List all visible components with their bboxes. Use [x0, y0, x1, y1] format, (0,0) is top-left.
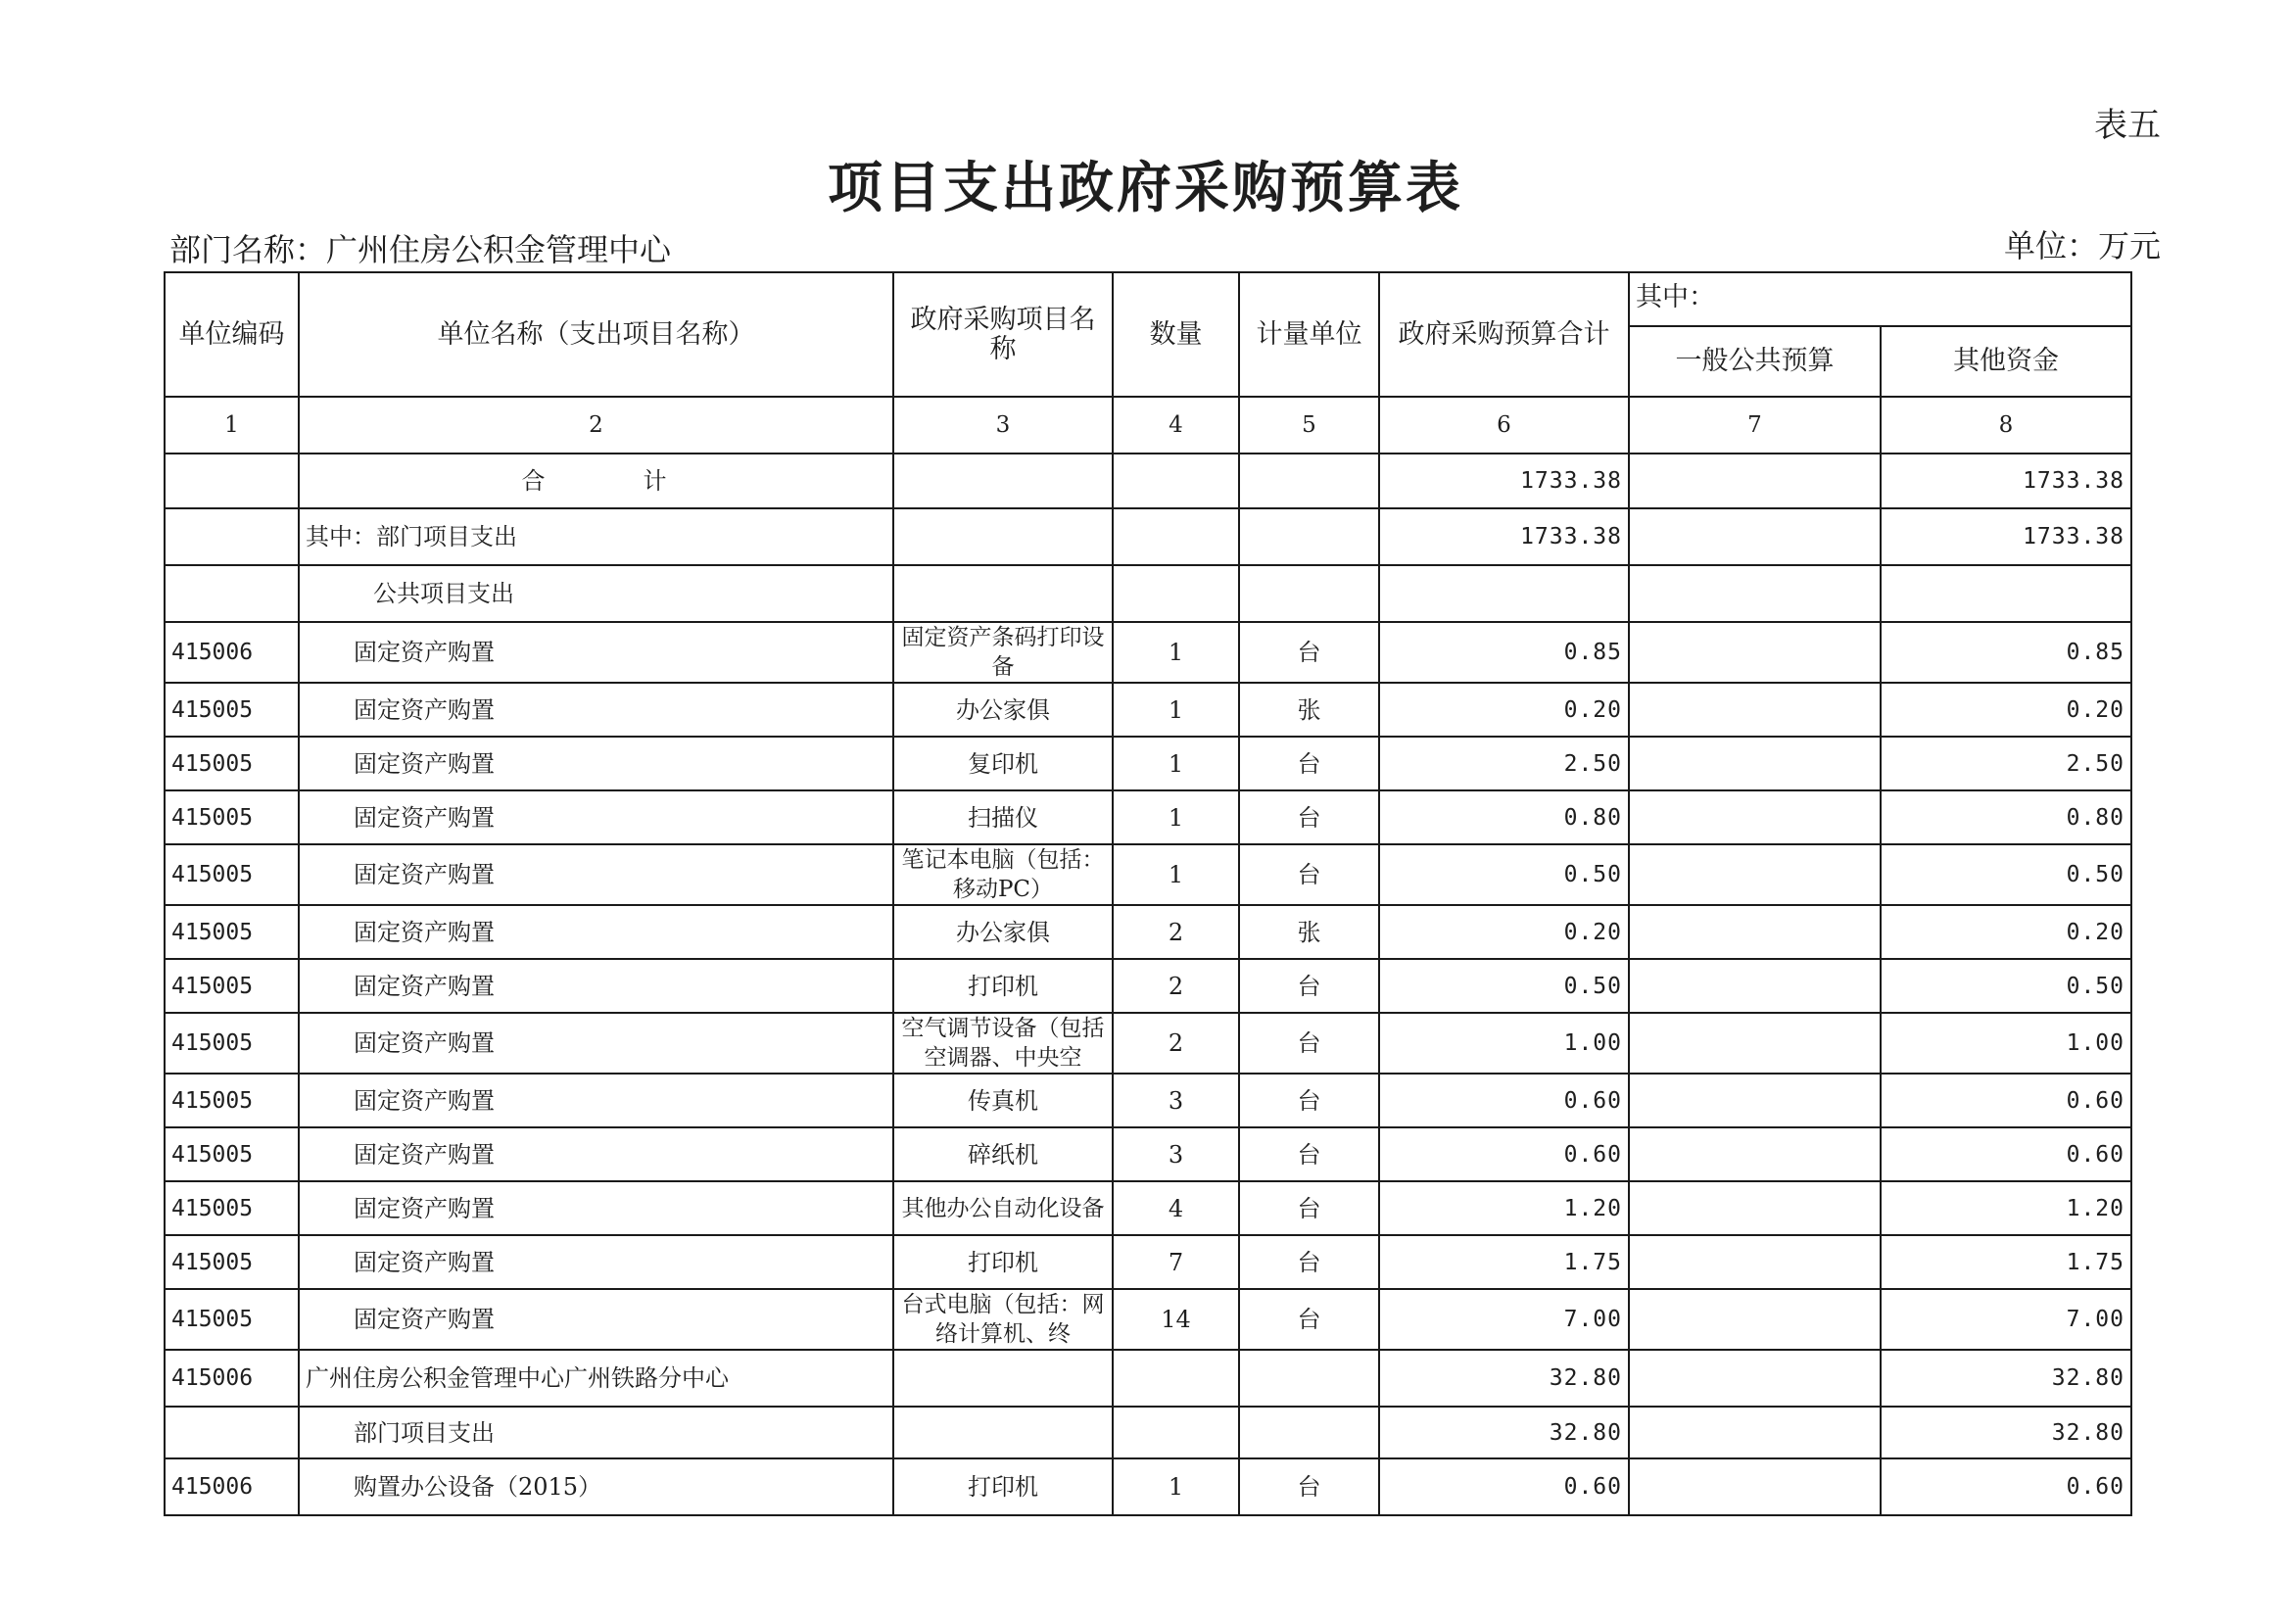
- table-row: [165, 844, 2131, 905]
- row-general: [1629, 790, 1881, 844]
- table-row: [165, 737, 2131, 790]
- row-name: 固定资产购置: [299, 1235, 893, 1289]
- row-general: [1629, 1013, 1881, 1074]
- row-item: 打印机: [893, 1235, 1113, 1289]
- header-code: 单位编码: [165, 272, 299, 397]
- row-unit: 台: [1239, 622, 1379, 683]
- row-other: 7.00: [1881, 1289, 2131, 1350]
- branch-sub-other: 32.80: [1881, 1407, 2131, 1458]
- header-name: 单位名称（支出项目名称）: [299, 272, 893, 397]
- row-name: 固定资产购置: [299, 1289, 893, 1350]
- row-other: 1.75: [1881, 1235, 2131, 1289]
- row-qty: 1: [1113, 683, 1239, 737]
- row-item: 固定资产条码打印设备: [893, 622, 1113, 683]
- row-general: [1629, 1235, 1881, 1289]
- row-unit: 台: [1239, 1074, 1379, 1127]
- procurement-budget-table: [164, 271, 2132, 1516]
- row-code: 415005: [165, 1235, 299, 1289]
- table-row: [165, 1127, 2131, 1181]
- row-general: [1629, 737, 1881, 790]
- column-index-1: 1: [165, 397, 299, 454]
- dept-projects-other: 1733.38: [1881, 508, 2131, 565]
- row-unit: 台: [1239, 1013, 1379, 1074]
- row-general: [1629, 959, 1881, 1013]
- dept-projects-row: [165, 508, 2131, 565]
- row-qty: 14: [1113, 1289, 1239, 1350]
- row-code: 415005: [165, 1181, 299, 1235]
- row-name: 固定资产购置: [299, 844, 893, 905]
- row-total: 1.20: [1379, 1181, 1629, 1235]
- row-item: 台式电脑（包括：网络计算机、终: [893, 1289, 1113, 1350]
- row-name: 固定资产购置: [299, 790, 893, 844]
- row-total: 0.80: [1379, 790, 1629, 844]
- row-name: 固定资产购置: [299, 622, 893, 683]
- currency-unit: 单位：万元: [2003, 227, 2161, 264]
- row-general: [1629, 905, 1881, 959]
- grand-total-label: 合 计: [299, 454, 893, 508]
- department-name: 部门名称：广州住房公积金管理中心: [169, 231, 672, 268]
- grand-total-amount: 1733.38: [1379, 454, 1629, 508]
- row-qty: 1: [1113, 844, 1239, 905]
- dept-projects-label: 其中：部门项目支出: [299, 508, 893, 565]
- row-general: [1629, 1074, 1881, 1127]
- branch-other: 32.80: [1881, 1350, 2131, 1407]
- table-row: [165, 1235, 2131, 1289]
- row-other: 0.85: [1881, 622, 2131, 683]
- last-row-unit: 台: [1239, 1458, 1379, 1515]
- row-total: 1.75: [1379, 1235, 1629, 1289]
- branch-sub-row: [165, 1407, 2131, 1458]
- row-total: 0.50: [1379, 844, 1629, 905]
- row-unit: 张: [1239, 905, 1379, 959]
- last-row-item: 打印机: [893, 1458, 1113, 1515]
- row-qty: 1: [1113, 737, 1239, 790]
- row-code: 415005: [165, 905, 299, 959]
- row-unit: 台: [1239, 1127, 1379, 1181]
- row-item: 传真机: [893, 1074, 1113, 1127]
- branch-code: 415006: [165, 1350, 299, 1407]
- row-code: 415005: [165, 959, 299, 1013]
- row-code: 415005: [165, 790, 299, 844]
- row-general: [1629, 1289, 1881, 1350]
- column-index-6: 6: [1379, 397, 1629, 454]
- row-code: 415006: [165, 622, 299, 683]
- table-row: [165, 1289, 2131, 1350]
- row-general: [1629, 1127, 1881, 1181]
- column-index-4: 4: [1113, 397, 1239, 454]
- last-row-name: 购置办公设备（2015）: [299, 1458, 893, 1515]
- header-qty: 数量: [1113, 272, 1239, 397]
- row-other: 1.00: [1881, 1013, 2131, 1074]
- row-total: 0.60: [1379, 1074, 1629, 1127]
- last-row-qty: 1: [1113, 1458, 1239, 1515]
- table-row: [165, 1074, 2131, 1127]
- row-item: 打印机: [893, 959, 1113, 1013]
- row-code: 415005: [165, 683, 299, 737]
- branch-sub-label: 部门项目支出: [299, 1407, 893, 1458]
- row-qty: 1: [1113, 622, 1239, 683]
- header-of-which: 其中：: [1629, 272, 2131, 326]
- table-row: [165, 905, 2131, 959]
- branch-row: [165, 1350, 2131, 1407]
- row-general: [1629, 844, 1881, 905]
- row-total: 7.00: [1379, 1289, 1629, 1350]
- row-item: 办公家俱: [893, 905, 1113, 959]
- row-name: 固定资产购置: [299, 1074, 893, 1127]
- row-qty: 1: [1113, 790, 1239, 844]
- row-item: 复印机: [893, 737, 1113, 790]
- row-item: 碎纸机: [893, 1127, 1113, 1181]
- row-other: 0.80: [1881, 790, 2131, 844]
- table-row: [165, 1013, 2131, 1074]
- table-row: [165, 959, 2131, 1013]
- header-item: 政府采购项目名称: [893, 272, 1113, 397]
- table-row: [165, 790, 2131, 844]
- public-projects-label: 公共项目支出: [299, 565, 893, 622]
- row-qty: 4: [1113, 1181, 1239, 1235]
- row-unit: 台: [1239, 1181, 1379, 1235]
- public-projects-row: [165, 565, 2131, 622]
- row-total: 0.20: [1379, 905, 1629, 959]
- row-item: 其他办公自动化设备: [893, 1181, 1113, 1235]
- row-other: 2.50: [1881, 737, 2131, 790]
- row-code: 415005: [165, 1289, 299, 1350]
- row-code: 415005: [165, 844, 299, 905]
- row-name: 固定资产购置: [299, 959, 893, 1013]
- column-index-2: 2: [299, 397, 893, 454]
- row-unit: 台: [1239, 790, 1379, 844]
- row-unit: 台: [1239, 844, 1379, 905]
- row-name: 固定资产购置: [299, 1181, 893, 1235]
- row-unit: 台: [1239, 959, 1379, 1013]
- last-row-other: 0.60: [1881, 1458, 2131, 1515]
- row-total: 2.50: [1379, 737, 1629, 790]
- row-qty: 3: [1113, 1074, 1239, 1127]
- row-code: 415005: [165, 737, 299, 790]
- row-unit: 张: [1239, 683, 1379, 737]
- row-general: [1629, 1181, 1881, 1235]
- grand-total-other: 1733.38: [1881, 454, 2131, 508]
- grand-total-row: [165, 454, 2131, 508]
- last-row-total: 0.60: [1379, 1458, 1629, 1515]
- row-qty: 2: [1113, 1013, 1239, 1074]
- table-row: [165, 683, 2131, 737]
- row-code: 415005: [165, 1127, 299, 1181]
- row-code: 415005: [165, 1074, 299, 1127]
- column-index-3: 3: [893, 397, 1113, 454]
- row-name: 固定资产购置: [299, 1013, 893, 1074]
- page-title: 项目支出政府采购预算表: [828, 156, 1463, 220]
- table-row: [165, 622, 2131, 683]
- column-index-8: 8: [1881, 397, 2131, 454]
- column-index-row: [165, 397, 2131, 454]
- row-general: [1629, 683, 1881, 737]
- row-other: 0.60: [1881, 1074, 2131, 1127]
- row-code: 415005: [165, 1013, 299, 1074]
- row-total: 0.20: [1379, 683, 1629, 737]
- row-name: 固定资产购置: [299, 1127, 893, 1181]
- row-general: [1629, 622, 1881, 683]
- row-name: 固定资产购置: [299, 905, 893, 959]
- row-other: 1.20: [1881, 1181, 2131, 1235]
- table-row: [165, 1181, 2131, 1235]
- row-other: 0.50: [1881, 959, 2131, 1013]
- branch-sub-total: 32.80: [1379, 1407, 1629, 1458]
- row-total: 0.85: [1379, 622, 1629, 683]
- header-other-funds: 其他资金: [1881, 326, 2131, 397]
- last-row-code: 415006: [165, 1458, 299, 1515]
- row-other: 0.20: [1881, 683, 2131, 737]
- row-other: 0.60: [1881, 1127, 2131, 1181]
- row-unit: 台: [1239, 1289, 1379, 1350]
- row-unit: 台: [1239, 1235, 1379, 1289]
- row-item: 办公家俱: [893, 683, 1113, 737]
- branch-name: 广州住房公积金管理中心广州铁路分中心: [299, 1350, 893, 1407]
- row-total: 1.00: [1379, 1013, 1629, 1074]
- column-index-5: 5: [1239, 397, 1379, 454]
- column-index-7: 7: [1629, 397, 1881, 454]
- row-name: 固定资产购置: [299, 737, 893, 790]
- header-total: 政府采购预算合计: [1379, 272, 1629, 397]
- row-unit: 台: [1239, 737, 1379, 790]
- last-row: [165, 1458, 2131, 1515]
- row-item: 笔记本电脑（包括：移动PC）: [893, 844, 1113, 905]
- branch-total: 32.80: [1379, 1350, 1629, 1407]
- table-number: 表五: [2094, 106, 2161, 145]
- row-total: 0.50: [1379, 959, 1629, 1013]
- row-name: 固定资产购置: [299, 683, 893, 737]
- row-other: 0.50: [1881, 844, 2131, 905]
- dept-projects-amount: 1733.38: [1379, 508, 1629, 565]
- row-item: 扫描仪: [893, 790, 1113, 844]
- row-qty: 3: [1113, 1127, 1239, 1181]
- row-qty: 2: [1113, 905, 1239, 959]
- row-qty: 7: [1113, 1235, 1239, 1289]
- row-other: 0.20: [1881, 905, 2131, 959]
- row-qty: 2: [1113, 959, 1239, 1013]
- header-measure: 计量单位: [1239, 272, 1379, 397]
- row-total: 0.60: [1379, 1127, 1629, 1181]
- header-general-budget: 一般公共预算: [1629, 326, 1881, 397]
- row-item: 空气调节设备（包括空调器、中央空: [893, 1013, 1113, 1074]
